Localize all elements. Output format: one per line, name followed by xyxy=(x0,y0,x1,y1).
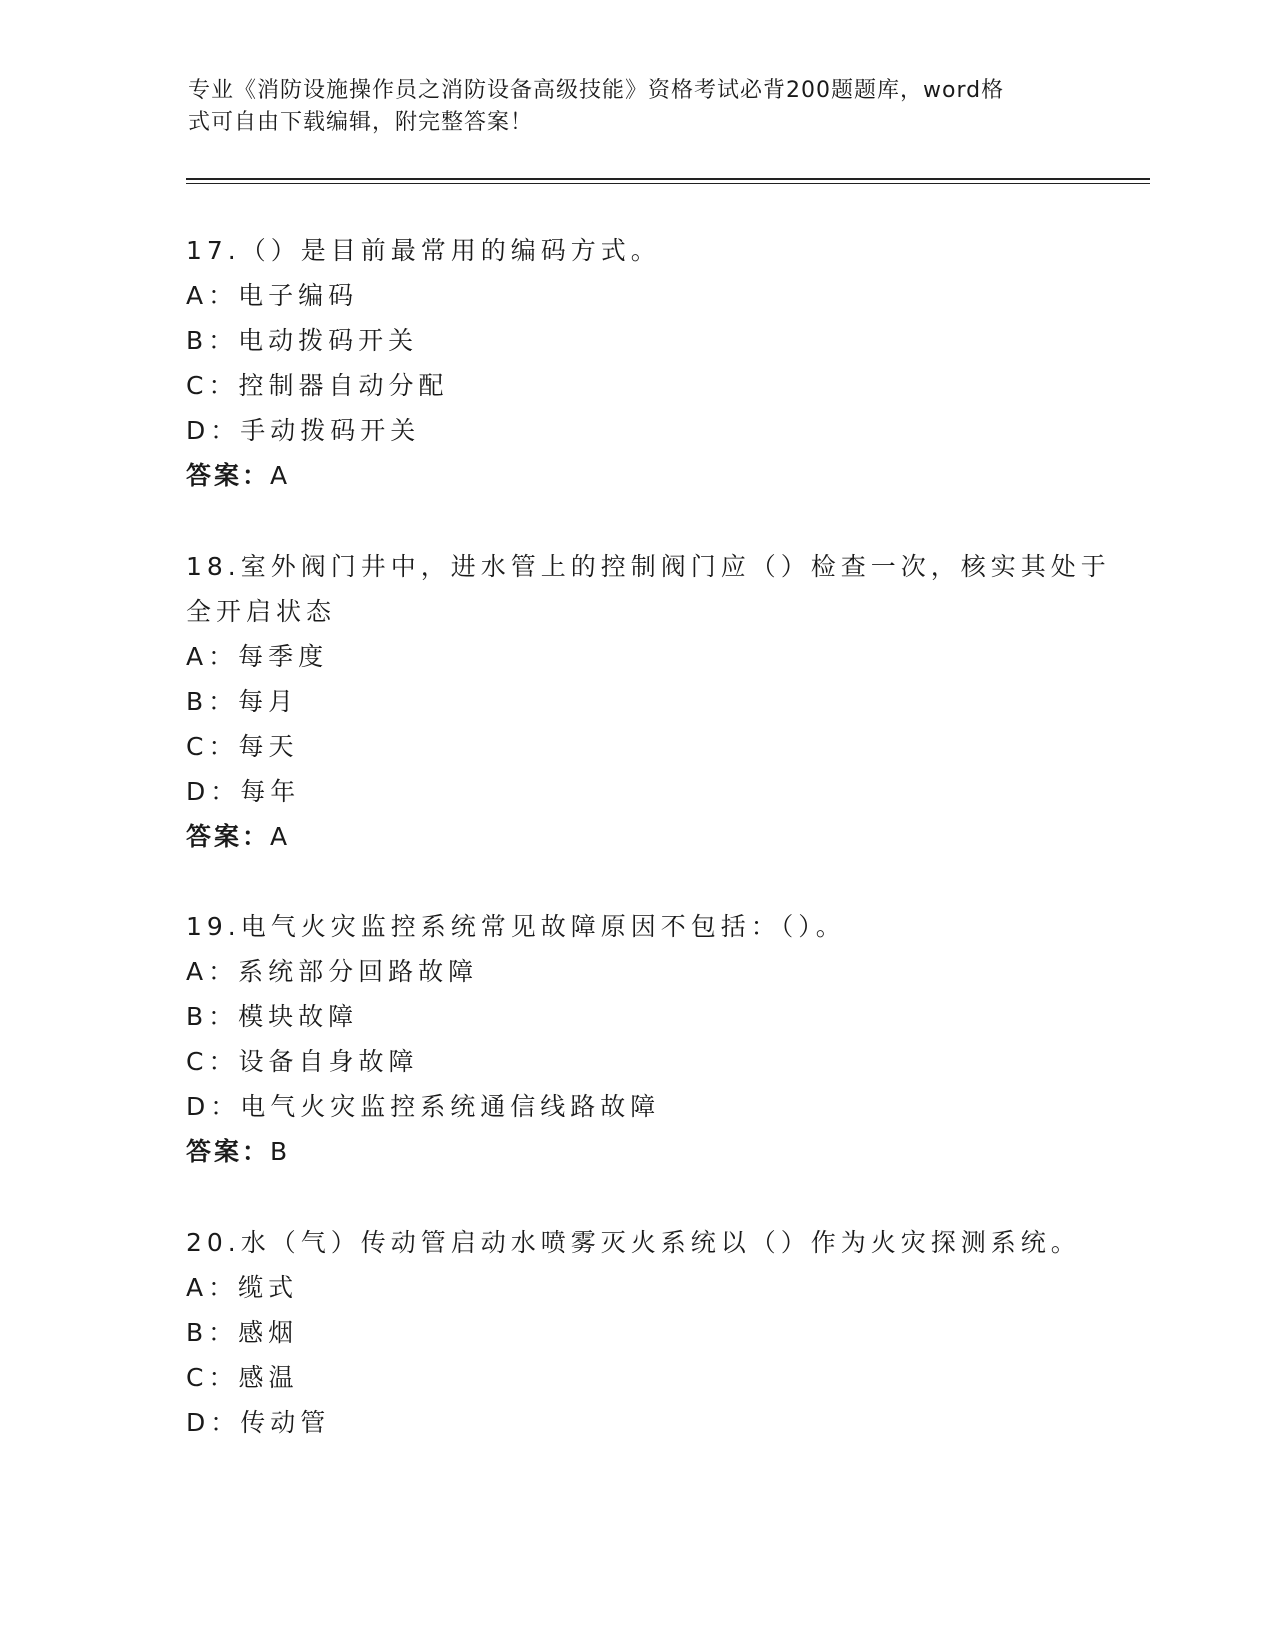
option-d: D：每年 xyxy=(186,777,301,806)
option-b: B：感烟 xyxy=(186,1318,299,1347)
option-a: A：系统部分回路故障 xyxy=(186,957,479,986)
question-stem-continued: 全开启状态 xyxy=(186,597,337,626)
question-20 xyxy=(186,1220,1106,1445)
option-a: A：每季度 xyxy=(186,642,329,671)
option-c: C：每天 xyxy=(186,732,299,761)
document-header xyxy=(188,75,1088,139)
header-divider-thick xyxy=(186,178,1150,180)
header-line-2: 式可自由下载编辑，附完整答案！ xyxy=(188,110,534,135)
option-d: D：传动管 xyxy=(186,1408,331,1437)
header-divider-thin xyxy=(186,183,1150,184)
option-c: C：设备自身故障 xyxy=(186,1047,419,1076)
header-line-1: 专业《消防设施操作员之消防设备高级技能》资格考试必背200题题库，word格 xyxy=(188,78,1005,103)
question-stem: 19.电气火灾监控系统常见故障原因不包括：（）。 xyxy=(186,912,846,941)
option-b: B：每月 xyxy=(186,687,299,716)
option-d: D：手动拨码开关 xyxy=(186,416,421,445)
answer-line xyxy=(186,814,1106,859)
option-d: D：电气火灾监控系统通信线路故障 xyxy=(186,1092,661,1121)
answer-label: 答案： xyxy=(186,1137,271,1166)
question-17 xyxy=(186,228,1106,498)
answer-line xyxy=(186,453,1106,498)
answer-value: A xyxy=(270,461,291,490)
question-stem: 18.室外阀门井中，进水管上的控制阀门应（）检查一次，核实其处于 xyxy=(186,552,1111,581)
answer-line xyxy=(186,1129,1106,1174)
option-b: B：电动拨码开关 xyxy=(186,326,419,355)
answer-value: B xyxy=(270,1137,291,1166)
question-stem: 17.（）是目前最常用的编码方式。 xyxy=(186,236,661,265)
question-stem: 20.水（气）传动管启动水喷雾灭火系统以（）作为火灾探测系统。 xyxy=(186,1228,1081,1257)
answer-label: 答案： xyxy=(186,461,271,490)
option-a: A：电子编码 xyxy=(186,281,359,310)
option-b: B：模块故障 xyxy=(186,1002,359,1031)
question-18 xyxy=(186,544,1111,859)
question-19 xyxy=(186,904,1106,1174)
option-c: C：感温 xyxy=(186,1363,299,1392)
answer-value: A xyxy=(270,822,291,851)
answer-label: 答案： xyxy=(186,822,271,851)
option-a: A：缆式 xyxy=(186,1273,299,1302)
option-c: C：控制器自动分配 xyxy=(186,371,449,400)
